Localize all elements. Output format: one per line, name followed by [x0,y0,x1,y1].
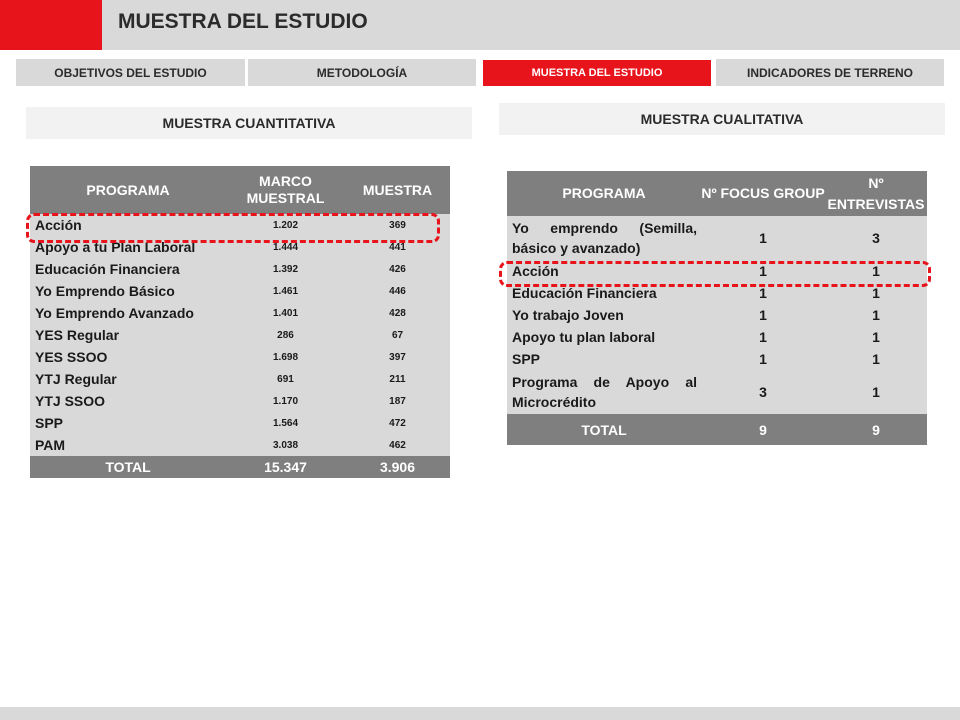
table-row [507,216,927,260]
table-row [30,434,450,456]
interview-count: 1 [825,348,927,370]
interview-count: 3 [825,216,927,260]
table-row [507,348,927,370]
muestra-value: 187 [345,390,450,412]
program-name: Yo Emprendo Básico [30,280,226,302]
footer-bar [0,707,960,720]
program-name: Programa de Apoyo al Microcrédito [507,370,701,414]
marco-muestral-value: 1.461 [226,280,345,302]
quantitative-section-title: MUESTRA CUANTITATIVA [26,107,472,139]
program-name: YES SSOO [30,346,226,368]
table-row [30,346,450,368]
table-header-row [30,166,450,214]
table-row [30,302,450,324]
table-row [30,324,450,346]
tab-objetivos[interactable]: OBJETIVOS DEL ESTUDIO [16,59,245,86]
tab-indicadores[interactable]: INDICADORES DE TERRENO [716,59,944,86]
muestra-value: 369 [345,214,450,236]
muestra-value: 426 [345,258,450,280]
program-name: Apoyo a tu Plan Laboral [30,236,226,258]
interview-count: 1 [825,282,927,304]
focus-group-count: 1 [701,282,825,304]
total-label: TOTAL [507,414,701,445]
marco-muestral-value: 1.392 [226,258,345,280]
focus-group-count: 1 [701,304,825,326]
brand-block [0,0,102,50]
column-header: Nº ENTREVISTAS [825,171,927,216]
program-name: YTJ Regular [30,368,226,390]
muestra-value: 441 [345,236,450,258]
marco-muestral-value: 1.170 [226,390,345,412]
column-header: PROGRAMA [30,166,226,214]
interview-count: 1 [825,370,927,414]
program-name: YTJ SSOO [30,390,226,412]
table-row [30,368,450,390]
table-row [30,280,450,302]
table-row [30,390,450,412]
focus-group-count: 3 [701,370,825,414]
program-name: Apoyo tu plan laboral [507,326,701,348]
program-name: SPP [30,412,226,434]
total-row [507,414,927,445]
muestra-value: 67 [345,324,450,346]
marco-muestral-value: 691 [226,368,345,390]
column-header: MARCO MUESTRAL [226,166,345,214]
marco-muestral-value: 1.401 [226,302,345,324]
program-name: Yo emprendo (Semilla, básico y avanzado) [507,216,701,260]
marco-muestral-value: 1.202 [226,214,345,236]
table-row [507,370,927,414]
interview-count: 1 [825,326,927,348]
total-row [30,456,450,478]
muestra-value: 397 [345,346,450,368]
program-name: Educación Financiera [507,282,701,304]
muestra-value: 462 [345,434,450,456]
program-name: PAM [30,434,226,456]
marco-muestral-value: 3.038 [226,434,345,456]
marco-muestral-value: 286 [226,324,345,346]
program-name: SPP [507,348,701,370]
program-name: YES Regular [30,324,226,346]
accion-highlight-quantitative [26,213,440,243]
muestra-value: 211 [345,368,450,390]
table-row [30,412,450,434]
qualitative-section-title: MUESTRA CUALITATIVA [499,103,945,135]
focus-group-count: 1 [701,326,825,348]
muestra-value: 472 [345,412,450,434]
program-name: Yo trabajo Joven [507,304,701,326]
table-row [507,326,927,348]
tab-metodologia[interactable]: METODOLOGÍA [248,59,476,86]
interview-count: 1 [825,260,927,282]
accion-highlight-qualitative [499,261,931,287]
total-marco-muestral: 15.347 [226,456,345,478]
muestra-value: 446 [345,280,450,302]
focus-group-count: 1 [701,260,825,282]
qualitative-table [507,171,927,445]
marco-muestral-value: 1.698 [226,346,345,368]
program-name: Acción [507,260,701,282]
total-label: TOTAL [30,456,226,478]
total-muestra: 3.906 [345,456,450,478]
column-header: PROGRAMA [507,171,701,216]
interview-count: 1 [825,304,927,326]
table-row [30,258,450,280]
column-header: MUESTRA [345,166,450,214]
focus-group-count: 1 [701,348,825,370]
total-focus-group: 9 [701,414,825,445]
tab-muestra[interactable]: MUESTRA DEL ESTUDIO [483,60,711,86]
total-interviews: 9 [825,414,927,445]
table-header-row [507,171,927,216]
column-header: Nº FOCUS GROUP [701,171,825,216]
table-row [507,304,927,326]
program-name: Acción [30,214,226,236]
marco-muestral-value: 1.444 [226,236,345,258]
muestra-value: 428 [345,302,450,324]
page-title: MUESTRA DEL ESTUDIO [118,10,368,33]
focus-group-count: 1 [701,216,825,260]
program-name: Yo Emprendo Avanzado [30,302,226,324]
program-name: Educación Financiera [30,258,226,280]
marco-muestral-value: 1.564 [226,412,345,434]
